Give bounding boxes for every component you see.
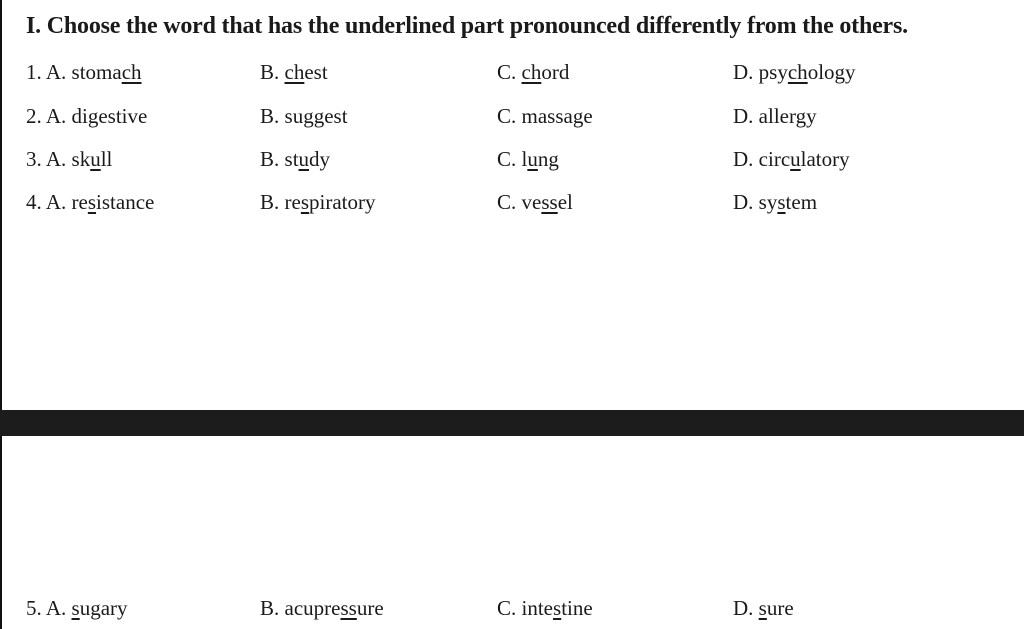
option-a	[26, 190, 154, 215]
word-suffix: tem	[785, 190, 818, 214]
question-number: 4.	[26, 190, 42, 214]
option-letter: C.	[497, 60, 517, 84]
underlined-part: ch	[521, 60, 542, 84]
option-letter: B.	[260, 60, 280, 84]
underlined-part: u	[527, 147, 538, 171]
underlined-part: s	[758, 596, 767, 620]
option-d	[733, 190, 817, 215]
word-suffix: ure	[766, 596, 794, 620]
word-suffix: e	[583, 104, 593, 128]
word-suffix: ugary	[79, 596, 128, 620]
option-c	[497, 190, 573, 215]
option-d	[733, 596, 794, 621]
option-letter: A.	[45, 104, 67, 128]
word-suffix: ure	[356, 596, 384, 620]
word-prefix: sy	[758, 190, 778, 214]
word-prefix: re	[71, 190, 88, 214]
option-b	[260, 147, 330, 172]
word-suffix: istance	[96, 190, 155, 214]
word-suffix: ord	[541, 60, 570, 84]
word-prefix: inte	[521, 596, 554, 620]
option-letter: B.	[260, 147, 280, 171]
word-suffix: latory	[800, 147, 850, 171]
option-c	[497, 104, 593, 129]
word-suffix: tine	[561, 596, 593, 620]
word-suffix: estive	[98, 104, 148, 128]
underlined-part: s	[777, 190, 786, 214]
option-letter: B.	[260, 104, 280, 128]
underlined-part: u	[90, 147, 101, 171]
underlined-part: gg	[303, 104, 325, 128]
word-prefix: stoma	[71, 60, 122, 84]
word-suffix: el	[557, 190, 573, 214]
option-d	[733, 60, 856, 85]
option-a	[26, 147, 112, 172]
word-suffix: ng	[537, 147, 559, 171]
word-prefix: su	[284, 104, 304, 128]
word-suffix: ll	[100, 147, 113, 171]
word-prefix: circ	[758, 147, 791, 171]
underlined-part: ch	[787, 60, 808, 84]
option-letter: D.	[733, 190, 754, 214]
option-a	[26, 60, 142, 85]
word-suffix: y	[806, 104, 817, 128]
word-prefix: psy	[758, 60, 788, 84]
exercise-heading: I. Choose the word that has the underlined part pronounced differently from the others.	[26, 13, 908, 39]
option-d	[733, 147, 850, 172]
word-prefix: ve	[521, 190, 542, 214]
word-suffix: dy	[309, 147, 331, 171]
word-prefix: aller	[758, 104, 796, 128]
underlined-part: ss	[541, 190, 558, 214]
option-letter: B.	[260, 596, 280, 620]
question-row-5	[0, 596, 1020, 626]
word-prefix: massa	[521, 104, 573, 128]
word-prefix: l	[521, 147, 528, 171]
word-prefix: di	[71, 104, 88, 128]
option-a	[26, 104, 147, 129]
underlined-part: ch	[121, 60, 142, 84]
word-prefix: re	[284, 190, 301, 214]
option-b	[260, 596, 384, 621]
option-letter: C.	[497, 147, 517, 171]
underlined-part: s	[71, 596, 80, 620]
option-letter: A.	[45, 147, 67, 171]
option-letter: D.	[733, 596, 754, 620]
word-suffix: piratory	[309, 190, 376, 214]
underlined-part: u	[790, 147, 801, 171]
underlined-part: g	[87, 104, 99, 128]
option-letter: C.	[497, 596, 517, 620]
underlined-part: u	[298, 147, 310, 171]
option-letter: D.	[733, 147, 754, 171]
question-row-3	[0, 147, 1020, 177]
option-b	[260, 190, 376, 215]
question-row-1	[0, 60, 1020, 90]
page-divider-bar	[0, 410, 1024, 436]
option-letter: A.	[45, 60, 67, 84]
underlined-part: ch	[284, 60, 305, 84]
underlined-part: ss	[340, 596, 357, 620]
question-number: 5.	[26, 596, 42, 620]
word-prefix: st	[284, 147, 299, 171]
option-d	[733, 104, 817, 129]
word-suffix: est	[324, 104, 348, 128]
option-letter: B.	[260, 190, 280, 214]
question-number: 2.	[26, 104, 42, 128]
underlined-part: s	[87, 190, 97, 214]
underlined-part: g	[795, 104, 807, 128]
option-letter: C.	[497, 104, 517, 128]
option-letter: D.	[733, 60, 754, 84]
word-prefix: acupre	[284, 596, 341, 620]
option-c	[497, 60, 569, 85]
word-prefix: sk	[71, 147, 91, 171]
underlined-part: g	[572, 104, 584, 128]
word-suffix: ology	[807, 60, 856, 84]
option-letter: A.	[45, 190, 67, 214]
underlined-part: s	[300, 190, 310, 214]
question-number: 1.	[26, 60, 42, 84]
option-letter: D.	[733, 104, 754, 128]
underlined-part: s	[553, 596, 562, 620]
option-letter: C.	[497, 190, 517, 214]
option-b	[260, 104, 348, 129]
option-b	[260, 60, 328, 85]
option-c	[497, 147, 559, 172]
option-c	[497, 596, 593, 621]
option-letter: A.	[45, 596, 67, 620]
question-row-2	[0, 104, 1020, 134]
question-row-4	[0, 190, 1020, 220]
question-number: 3.	[26, 147, 42, 171]
option-a	[26, 596, 128, 621]
word-suffix: est	[304, 60, 328, 84]
